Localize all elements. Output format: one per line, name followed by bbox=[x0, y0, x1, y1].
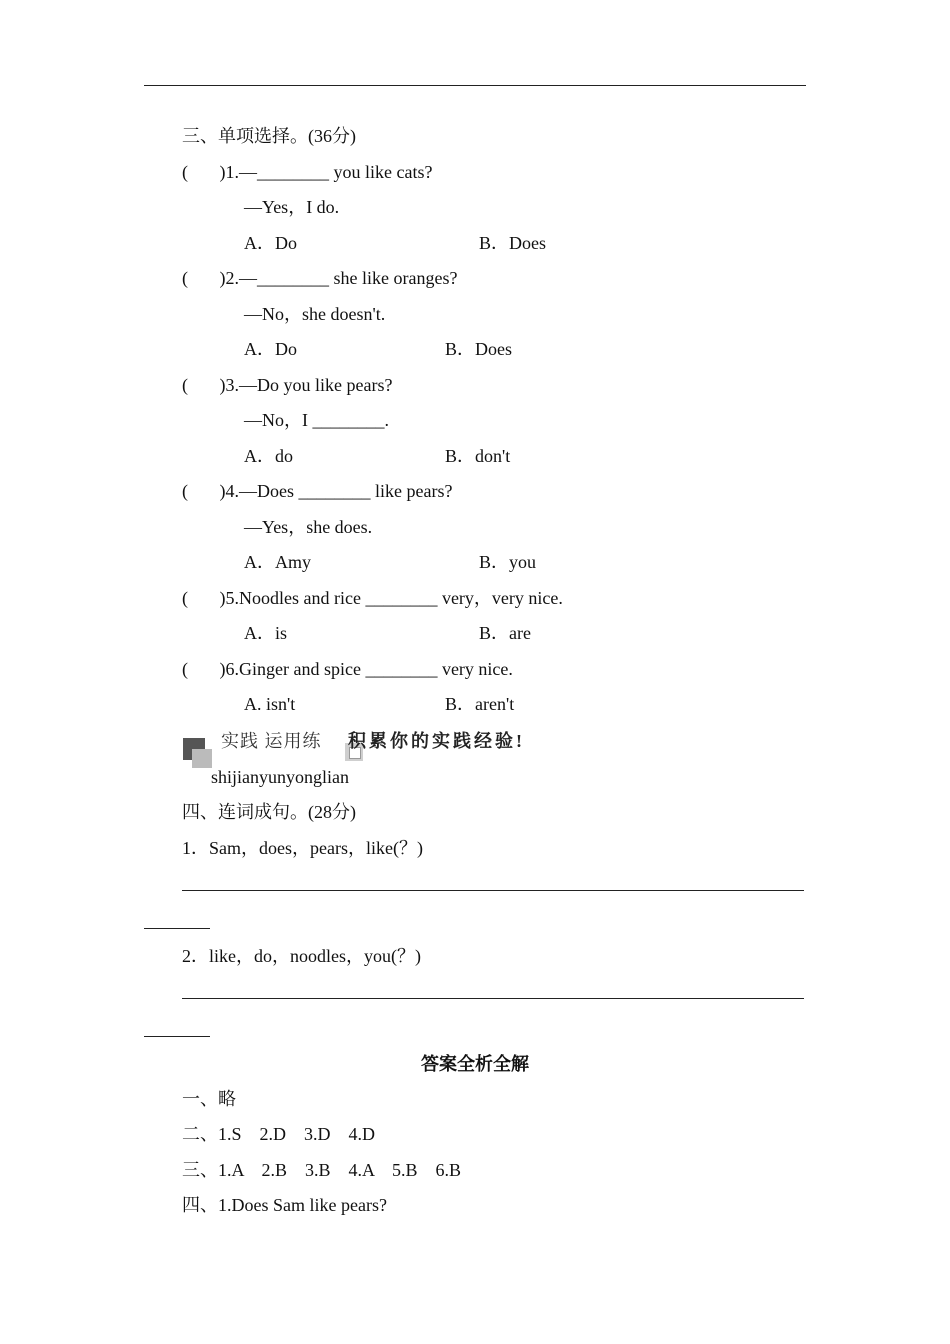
answer-line-1-continued bbox=[144, 928, 210, 929]
section-logo-icon bbox=[183, 738, 213, 770]
answer-line-2-continued bbox=[144, 1036, 210, 1037]
question-2-option-a: A．Do bbox=[244, 339, 297, 359]
question-4-option-b: B．you bbox=[479, 552, 537, 572]
question-1-option-b: B．Does bbox=[479, 233, 546, 253]
question-5-stem: ( )5.Noodles and rice ________ very，very nice. bbox=[182, 588, 563, 608]
question-3-option-a: A．do bbox=[244, 446, 293, 466]
top-rule bbox=[144, 85, 806, 86]
section4-heading: 四、连词成句。(28分) bbox=[182, 802, 356, 822]
answers-title: 答案全析全解 bbox=[421, 1054, 529, 1074]
answer-line-section4: 四、1.Does Sam like pears? bbox=[182, 1195, 387, 1215]
question-6-stem: ( )6.Ginger and spice ________ very nice. bbox=[182, 659, 513, 679]
question-1-reply: —Yes，I do. bbox=[244, 197, 340, 217]
question-2-option-b: B．Does bbox=[445, 339, 512, 359]
question-4-option-a: A．Amy bbox=[244, 552, 311, 572]
question-6-option-a: A. isn't bbox=[244, 694, 296, 714]
banner-pinyin: shijianyunyonglian bbox=[211, 767, 349, 787]
banner-slogan: 积累你的实践经验! bbox=[348, 731, 525, 751]
question-5-option-b: B．are bbox=[479, 623, 531, 643]
answer-line-1 bbox=[182, 890, 804, 891]
question-1-option-a: A．Do bbox=[244, 233, 297, 253]
question-3-stem: ( )3.—Do you like pears? bbox=[182, 375, 393, 395]
question-2-stem: ( )2.—________ she like oranges? bbox=[182, 268, 458, 288]
answer-line-section2: 二、1.S 2.D 3.D 4.D bbox=[182, 1124, 376, 1144]
sentence-1-prompt: 1．Sam，does，pears，like(？) bbox=[182, 838, 423, 858]
section3-heading: 三、单项选择。(36分) bbox=[182, 126, 356, 146]
question-4-reply: —Yes，she does. bbox=[244, 517, 373, 537]
answer-line-section1: 一、略 bbox=[182, 1089, 236, 1109]
sentence-2-prompt: 2．like，do，noodles，you(？) bbox=[182, 946, 421, 966]
question-3-reply: —No，I ________. bbox=[244, 410, 389, 430]
banner-title: 实践 运用练 bbox=[221, 731, 322, 751]
question-5-option-a: A．is bbox=[244, 623, 288, 643]
answer-line-section3: 三、1.A 2.B 3.B 4.A 5.B 6.B bbox=[182, 1160, 462, 1180]
question-1-stem: ( )1.—________ you like cats? bbox=[182, 162, 433, 182]
answer-line-2 bbox=[182, 998, 804, 999]
question-3-option-b: B．don't bbox=[445, 446, 511, 466]
question-6-option-b: B．aren't bbox=[445, 694, 515, 714]
question-2-reply: —No，she doesn't. bbox=[244, 304, 386, 324]
question-4-stem: ( )4.—Does ________ like pears? bbox=[182, 481, 453, 501]
